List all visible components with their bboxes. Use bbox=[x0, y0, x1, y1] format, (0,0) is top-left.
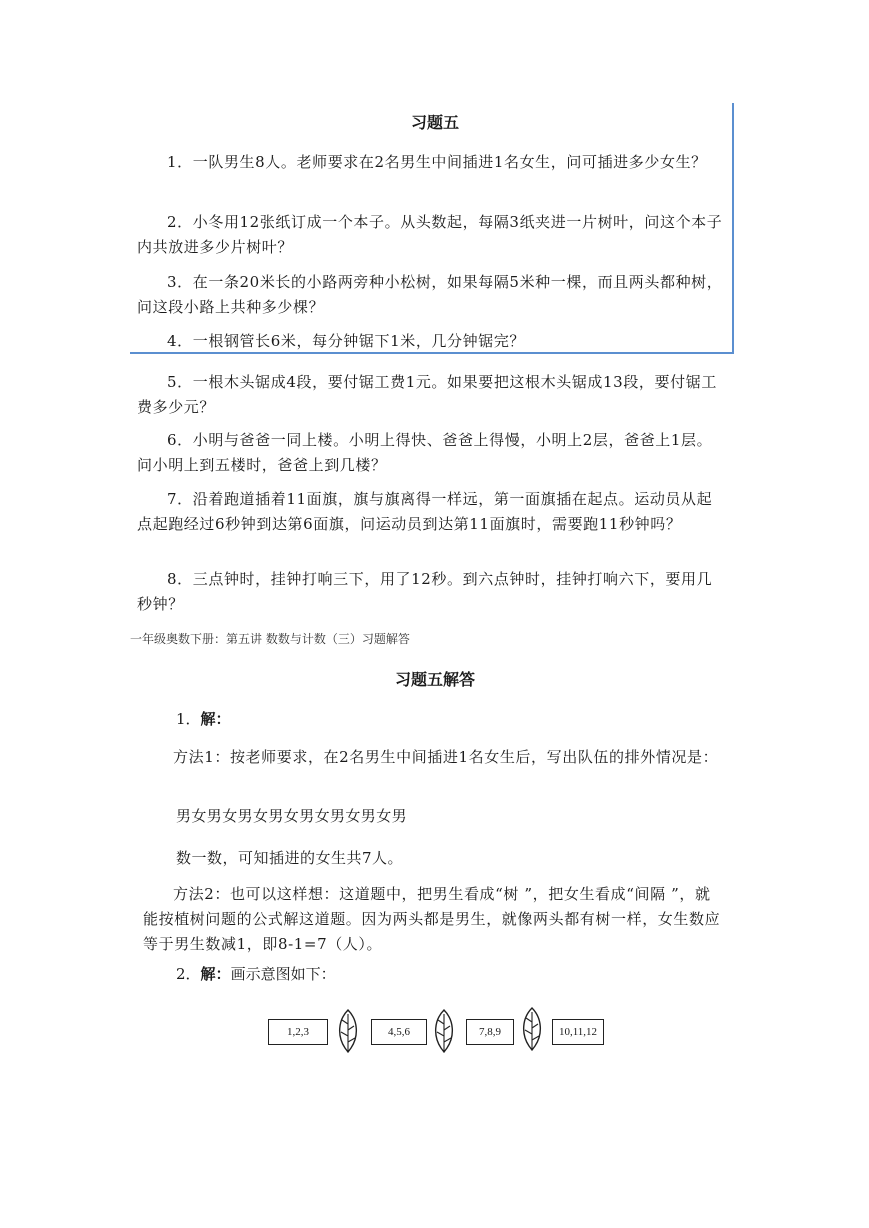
exercise-title: 习题五 bbox=[410, 113, 459, 132]
diagram-box-4: 10,11,12 bbox=[552, 1019, 604, 1045]
problem-7: 7．沿着跑道插着11面旗，旗与旗离得一样远，第一面旗插在起点。运动员从起点起跑经过6秒钟到达第6面旗，问运动员到达第11面旗时，需要跑11秒钟吗？ bbox=[137, 490, 713, 533]
answer-2-number: 2． bbox=[176, 965, 201, 983]
section-note: 一年级奥数下册：第五讲 数数与计数（三）习题解答 bbox=[130, 632, 410, 646]
method-1: 方法1：按老师要求，在2名男生中间插进1名女生后，写出队伍的排外情况是： bbox=[173, 748, 719, 766]
problem-4: 4．一根钢管长6米，每分钟锯下1米，几分钟锯完？ bbox=[167, 332, 526, 350]
answer-2-heading bbox=[176, 963, 336, 984]
method-2: 方法2：也可以这样想：这道题中，把男生看成“树 ”，把女生看成“间隔 ”，就能按植树问题的公式解这道题。因为两头都是男生，就像两头都有树一样，女生数应等于男生数减1，即8-1=7（人）。 bbox=[143, 885, 721, 953]
count-line: 数一数，可知插进的女生共7人。 bbox=[176, 849, 404, 867]
diagram-box-2: 4,5,6 bbox=[371, 1019, 427, 1045]
problem-3: 3．在一条20米长的小路两旁种小松树，如果每隔5米种一棵，而且两头都种树，问这段小路上共种多少棵？ bbox=[137, 273, 723, 316]
sequence-line: 男女男女男女男女男女男女男女男 bbox=[176, 807, 408, 825]
answer-2-label: 解： bbox=[200, 965, 231, 983]
problem-5: 5．一根木头锯成4段，要付锯工费1元。如果要把这根木头锯成13段，要付锯工费多少元？ bbox=[137, 373, 717, 416]
problem-1: 1．一队男生8人。老师要求在2名男生中间插进1名女生，问可插进多少女生？ bbox=[167, 153, 707, 171]
answers-title: 习题五解答 bbox=[394, 670, 475, 689]
problem-8: 8．三点钟时，挂钟打响三下，用了12秒。到六点钟时，挂钟打响六下，要用几秒钟？ bbox=[137, 570, 713, 613]
answer-1-number: 1． bbox=[176, 710, 201, 728]
answer-2-text: 画示意图如下： bbox=[230, 965, 336, 983]
border-right-line bbox=[732, 103, 734, 353]
answer-1-heading bbox=[176, 708, 231, 729]
problem-2: 2．小冬用12张纸订成一个本子。从头数起，每隔3纸夹进一片树叶，问这个本子内共放进多少片树叶？ bbox=[137, 213, 723, 256]
leaf-icon bbox=[517, 1006, 547, 1052]
problem-6: 6．小明与爸爸一同上楼。小明上得快、爸爸上得慢，小明上2层，爸爸上1层。问小明上到五楼时，爸爸上到几楼？ bbox=[137, 431, 713, 474]
diagram-box-3: 7,8,9 bbox=[466, 1019, 514, 1045]
diagram-box-1: 1,2,3 bbox=[268, 1019, 328, 1045]
leaf-icon bbox=[333, 1008, 363, 1054]
answer-1-label: 解： bbox=[200, 710, 231, 728]
leaf-icon bbox=[429, 1008, 459, 1054]
